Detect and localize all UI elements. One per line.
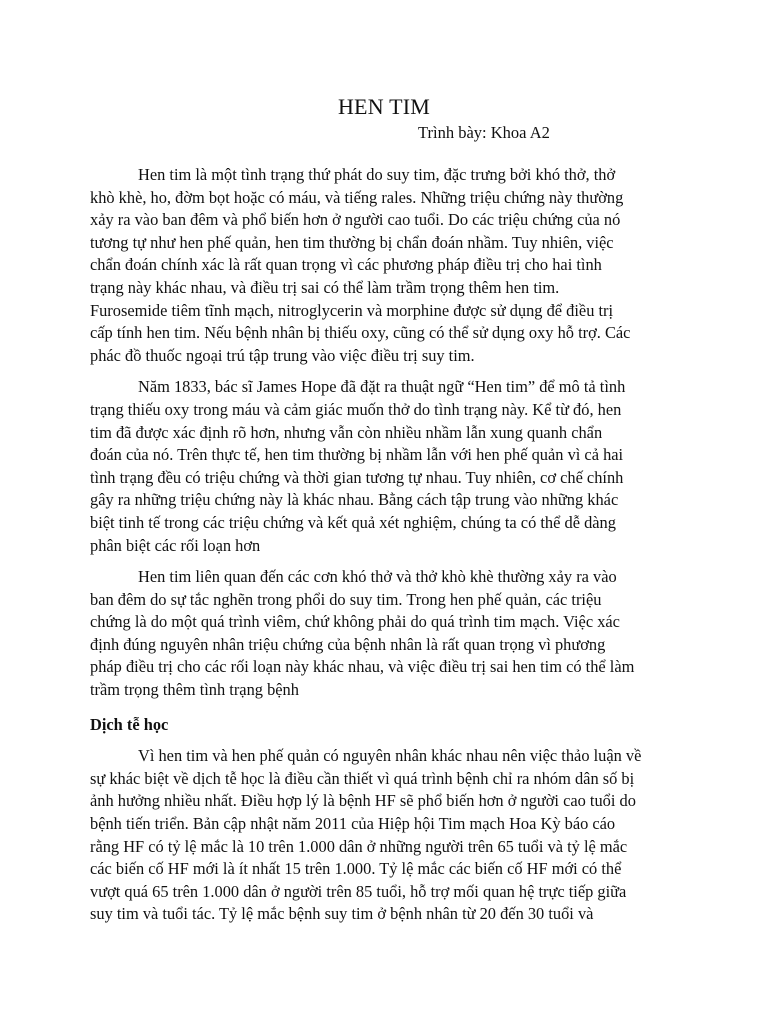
text-line: ảnh hưởng nhiều nhất. Điều hợp lý là bệnh HF sẽ phổ biến hơn ở người cao tuổi do (90, 791, 636, 811)
document-body (90, 164, 678, 926)
text-line: biệt tinh tế trong các triệu chứng và kết quả xét nghiệm, chúng ta có thể dễ dàng (90, 512, 616, 532)
text-line: trầm trọng thêm tình trạng bệnh (90, 680, 299, 700)
text-line: Năm 1833, bác sĩ James Hope đã đặt ra thuật ngữ “Hen tim” để mô tả tình (138, 377, 626, 397)
paragraph-mechanism (90, 566, 678, 702)
text-line: ban đêm do sự tắc nghẽn trong phổi do suy tim. Trong hen phế quản, các triệu (90, 589, 602, 609)
text-line: Hen tim là một tình trạng thứ phát do suy tim, đặc trưng bởi khó thở, thở (138, 165, 616, 184)
paragraph-history (90, 376, 678, 557)
text-line: khò khè, ho, đờm bọt hoặc có máu, và tiếng rales. Những triệu chứng này thường (90, 187, 624, 207)
text-line: tim đã được xác định rõ hơn, nhưng vẫn còn nhiều nhầm lẫn xung quanh chẩn (90, 422, 603, 442)
paragraph-intro (90, 164, 678, 367)
text-line: các biến cố HF mới là ít nhất 15 trên 1.000. Tỷ lệ mắc các biến cố HF mới có thể (90, 859, 622, 879)
text-line: xảy ra vào ban đêm và phổ biến hơn ở người cao tuổi. Do các triệu chứng của nó (90, 210, 621, 230)
section-heading-epidemiology: Dịch tễ học (90, 714, 169, 734)
text-line: tương tự như hen phế quản, hen tim thường bị chẩn đoán nhầm. Tuy nhiên, việc (90, 232, 614, 252)
text-line: rằng HF có tỷ lệ mắc là 10 trên 1.000 dân ở những người trên 65 tuổi và tỷ lệ mắc (90, 836, 628, 856)
text-line: trạng này khác nhau, và điều trị sai có thể làm trầm trọng thêm hen tim. (90, 277, 560, 297)
paragraph-spacer (90, 702, 678, 714)
paragraph-spacer (90, 367, 678, 376)
text-line: cấp tính hen tim. Nếu bệnh nhân bị thiếu oxy, cũng có thể sử dụng oxy hỗ trợ. Các (90, 323, 631, 343)
text-line: đoán của nó. Trên thực tế, hen tim thường bị nhầm lẫn với hen phế quản vì cả hai (90, 445, 624, 465)
text-line: phân biệt các rối loạn hơn (90, 535, 261, 555)
text-line: pháp điều trị cho các rối loạn này khác nhau, và việc điều trị sai hen tim có thể làm (90, 657, 635, 677)
paragraph-spacer (90, 557, 678, 566)
text-line: sự khác biệt về dịch tễ học là điều cần thiết vì quá trình bệnh chỉ ra nhóm dân số bị (90, 768, 635, 788)
text-line: bệnh tiến triển. Bản cập nhật năm 2011 của Hiệp hội Tim mạch Hoa Kỳ báo cáo (90, 814, 616, 834)
presenter-line: Trình bày: Khoa A2 (418, 123, 550, 142)
paragraph-spacer (90, 736, 678, 745)
text-line: trạng thiếu oxy trong máu và cảm giác muốn thở do tình trạng này. Kể từ đó, hen (90, 399, 622, 419)
paragraph-epidemiology (90, 745, 678, 926)
text-line: phác đồ thuốc ngoại trú tập trung vào việc điều trị suy tim. (90, 345, 475, 365)
text-line: định đúng nguyên nhân triệu chứng của bệnh nhân là rất quan trọng vì phương (90, 634, 606, 654)
text-line: Furosemide tiêm tĩnh mạch, nitroglycerin và morphine được sử dụng để điều trị (90, 300, 614, 320)
text-line: Vì hen tim và hen phế quản có nguyên nhân khác nhau nên việc thảo luận về (138, 746, 642, 766)
text-line: tình trạng đều có triệu chứng và thời gian tương tự nhau. Tuy nhiên, cơ chế chính (90, 467, 624, 487)
text-line: vượt quá 65 trên 1.000 dân ở người trên 85 tuổi, hỗ trợ mối quan hệ trực tiếp giữa (90, 881, 627, 901)
text-line: chẩn đoán chính xác là rất quan trọng vì các phương pháp điều trị cho hai tình (90, 255, 602, 275)
text-line: suy tim và tuổi tác. Tỷ lệ mắc bệnh suy tim ở bệnh nhân từ 20 đến 30 tuổi và (90, 904, 594, 924)
text-line: chứng là do một quá trình viêm, chứ không phải do quá trình tim mạch. Việc xác (90, 612, 620, 632)
text-line: Hen tim liên quan đến các cơn khó thở và thở khò khè thường xảy ra vào (138, 567, 617, 587)
document-title: HEN TIM (337, 94, 431, 119)
text-line: gây ra những triệu chứng này là khác nhau. Bằng cách tập trung vào những khác (90, 490, 619, 510)
